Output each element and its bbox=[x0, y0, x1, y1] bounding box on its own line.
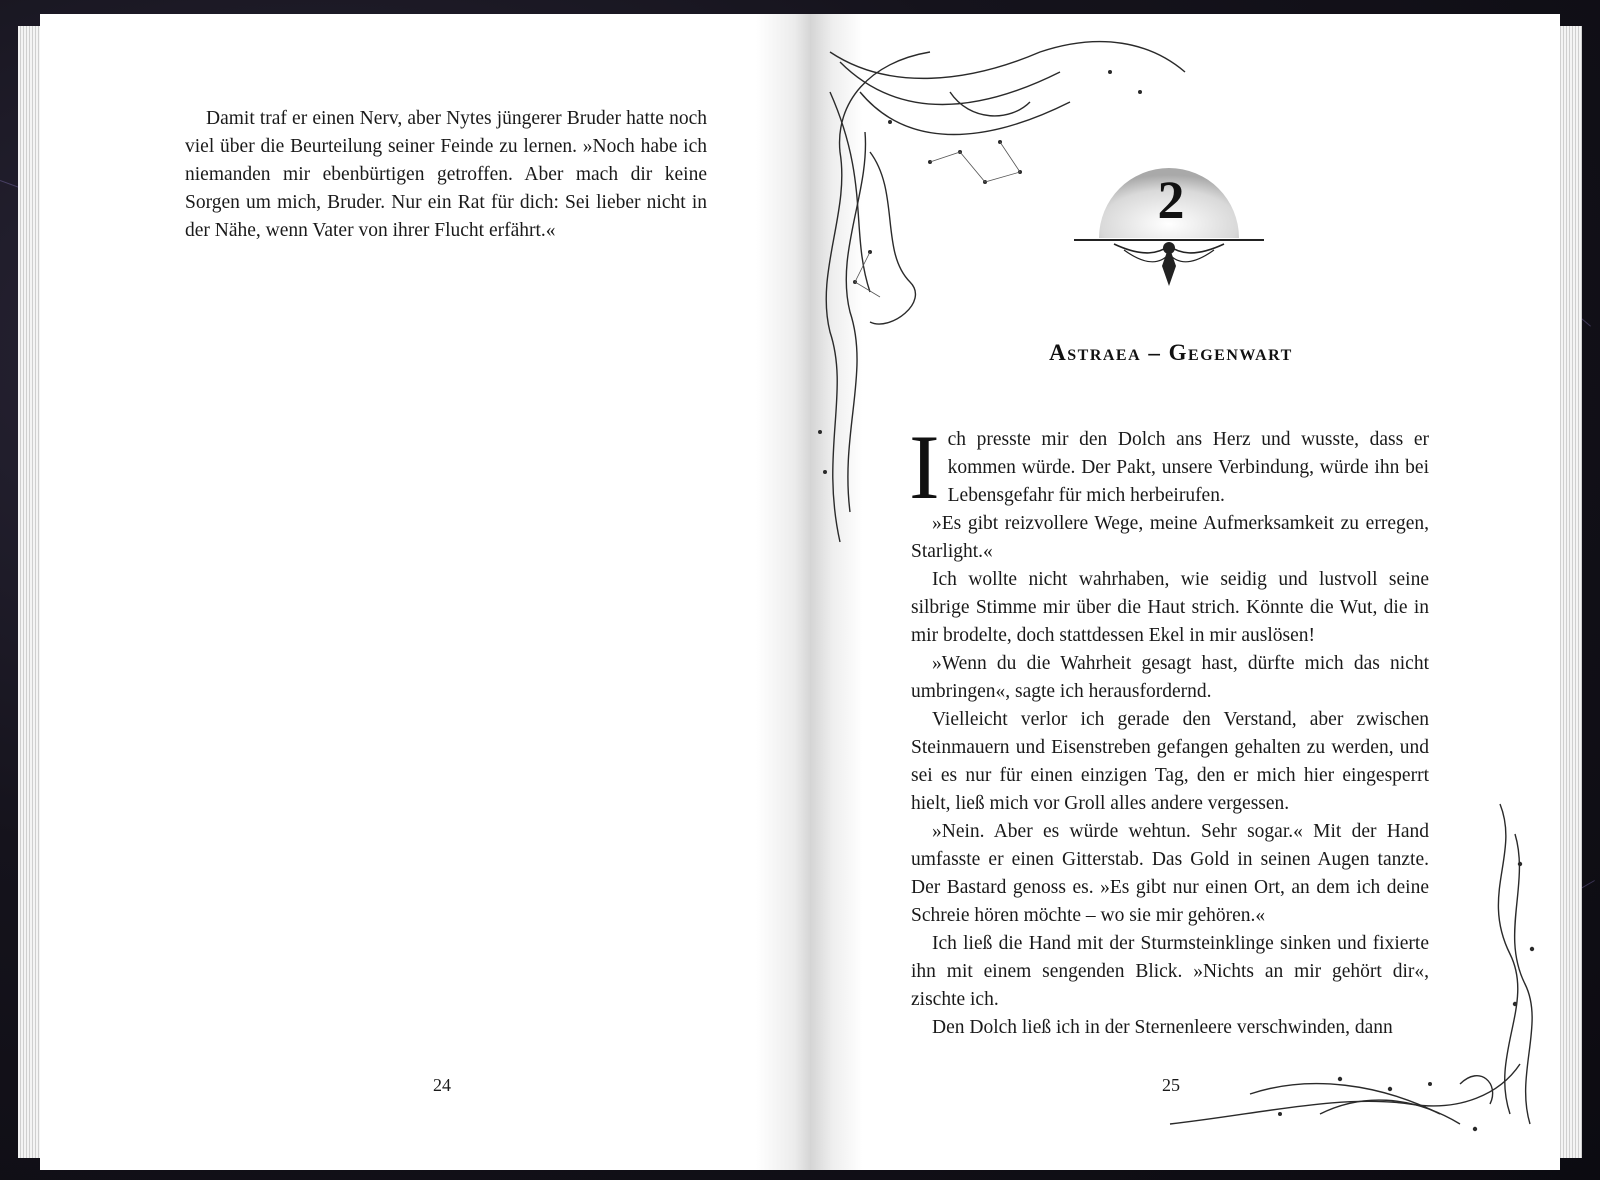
left-page-stack bbox=[18, 26, 42, 1158]
dropcap: I bbox=[909, 416, 940, 518]
paragraph: Damit traf er einen Nerv, aber Nytes jüngerer Bruder hatte noch viel über die Beurteilung seiner Feinde zu lernen. »Noch habe ich niemanden mir ebenbürtigen getroffen. Aber mach dir keine Sorgen um mich, Bruder. Nur ein Rat für dich: Sei lieber nicht in der Nähe, wenn Vater von ihrer Flucht erfährt.« bbox=[185, 108, 707, 241]
right-page-stack bbox=[1558, 26, 1582, 1158]
chapter-number: 2 bbox=[1157, 170, 1185, 230]
paragraph: Vielleicht verlor ich gerade den Verstand, aber zwischen Steinmauern und Eisenstreben gefangen gehalten zu werden, und sei es nur für einen einzigen Tag, den er mich hier eingesperrt hielt, ließ mich vor Groll alles andere vergessen. bbox=[911, 709, 1429, 814]
opening-paragraph bbox=[909, 416, 1429, 518]
paragraph: Ich wollte nicht wahrhaben, wie seidig und lustvoll seine silbrige Stimme mir über die Haut strich. Könnte die Wut, die in mir brodelte, doch stattdessen Ekel in mir auslösen! bbox=[911, 569, 1429, 646]
open-book bbox=[18, 14, 1582, 1170]
page-number-right: 25 bbox=[1162, 1075, 1180, 1095]
right-page-text bbox=[909, 416, 1429, 1042]
left-page bbox=[40, 14, 810, 1170]
paragraph: Den Dolch ließ ich in der Sternenleere verschwinden, dann bbox=[932, 1017, 1393, 1038]
paragraph: »Nein. Aber es würde wehtun. Sehr sogar.« Mit der Hand umfasste er einen Gitterstab. Das Gold in seinen Augen tanzte. Der Bastard genoss es. »Es gibt nur einen Ort, an dem ich deine Schreie hören möchte – wo sie mir gehören.« bbox=[911, 821, 1429, 926]
right-page bbox=[810, 14, 1560, 1170]
chapter-title: Astraea – Gegenwart bbox=[1049, 340, 1293, 365]
opening-paragraph-text: ch presste mir den Dolch ans Herz und wusste, dass er kommen würde. Der Pakt, unsere Verbindung, würde ihn bei Lebensgefahr für mich herbeirufen. bbox=[947, 429, 1429, 506]
paragraph: Ich ließ die Hand mit der Sturmsteinklinge sinken und fixierte ihn mit einem sengenden Blick. »Nichts an mir gehört dir«, zischte ich. bbox=[911, 933, 1429, 1010]
page-number-left: 24 bbox=[433, 1075, 451, 1095]
paragraph: »Wenn du die Wahrheit gesagt hast, dürfte mich das nicht umbringen«, sagte ich herausfordernd. bbox=[911, 653, 1429, 702]
paragraph: »Es gibt reizvollere Wege, meine Aufmerksamkeit zu erregen, Starlight.« bbox=[911, 513, 1429, 562]
left-page-text bbox=[185, 105, 707, 245]
